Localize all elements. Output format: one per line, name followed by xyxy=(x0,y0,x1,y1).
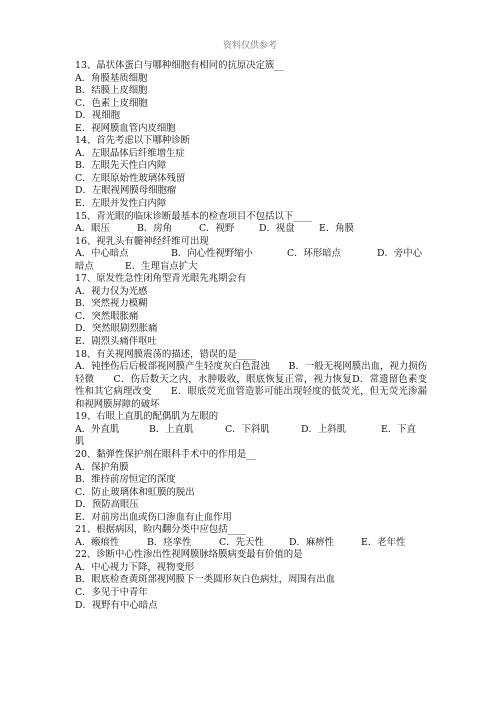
q19-option-d: D．上斜肌 xyxy=(301,423,347,435)
q19-option-a: A．外直肌 xyxy=(75,423,120,435)
q15-option-b: B．房角 xyxy=(137,223,173,235)
q17-option-a: A．视力仅为光感 xyxy=(75,285,148,297)
q20-option-b: B．维持前房恒定的深度 xyxy=(75,474,176,486)
q14-option-d: D．左眼视网膜母细胞瘤 xyxy=(75,185,177,197)
q21-option-d: D．麻痹性 xyxy=(289,536,335,548)
q13-option-c: C．色素上皮细胞 xyxy=(75,97,148,109)
q15-option-e: E．角膜 xyxy=(319,223,354,235)
question-22-stem: 22、诊断中心性渗出性视网膜脉络膜病变最有价值的是 xyxy=(75,549,303,561)
question-17-stem: 17、原发性急性闭角型青光眼先兆期会有 xyxy=(75,273,247,285)
question-14-stem: 14、首先考虑以下哪种诊断 xyxy=(75,135,191,147)
question-16-stem: 16、视乳头有髓神经纤维可出现 xyxy=(75,235,209,247)
question-13-stem: 13、晶状体蛋白与哪种细胞有相同的抗原决定簇__ xyxy=(75,60,284,71)
q15-option-c: C．视野 xyxy=(199,223,235,235)
q16-option-a: A．中心暗点 xyxy=(75,248,129,260)
q21-option-a: A．瘢痕性 xyxy=(75,536,120,548)
q19-option-e-cont: 肌 xyxy=(75,436,85,448)
q13-option-d: D．视细胞 xyxy=(75,110,121,122)
question-15-stem: 15、青光眼的临床诊断最基本的检查项目不包括以下____ xyxy=(75,210,312,222)
q22-option-a: A．中心视力下降，视物变形 xyxy=(75,561,195,573)
q15-option-d: D．视盘 xyxy=(259,223,295,235)
q14-option-c: C．左眼原始性玻璃体残留 xyxy=(75,172,186,184)
q16-option-b: B．向心性视野缩小 xyxy=(171,248,253,260)
q14-option-e: E．左眼并发性白内障 xyxy=(75,198,167,210)
question-list xyxy=(75,60,427,612)
q15-option-a: A．眼压 xyxy=(75,223,110,235)
q22-option-b: B．眼底检查黄斑部视网膜下一类圆形灰白色病灶，周围有出血 xyxy=(75,574,336,586)
question-18-stem: 18、有关视网膜震荡的描述，错误的是____ xyxy=(75,348,256,360)
q17-option-d: D．突然眼剧烈胀痛 xyxy=(75,323,158,335)
q16-option-d-cont: 暗点 xyxy=(75,260,94,272)
question-19-stem: 19、右眼上直肌的配偶肌为左眼的 xyxy=(75,411,219,423)
q21-option-c: C．先天性 xyxy=(219,536,264,548)
q17-option-c: C．突然眼胀痛 xyxy=(75,310,139,322)
q16-options xyxy=(75,248,427,261)
q21-option-e: E．老年性 xyxy=(361,536,406,548)
q17-option-b: B．突然视力模糊 xyxy=(75,298,148,310)
q14-option-b: B．左眼先天性白内障 xyxy=(75,160,167,172)
q22-option-d: D．视野有中心暗点 xyxy=(75,599,158,611)
q22-option-c: C．多见于中青年 xyxy=(75,586,148,598)
q20-option-e: E．对前房出血或伤口渗血有止血作用 xyxy=(75,511,232,523)
q18-options-paragraph: A．钝挫伤后后极部视网膜产生轻度灰白色混浊 B．一般无视网膜出血，视力损伤轻微 C．伤后数天之内，水肿吸收，眼底恢复正常，视力恢复D．常遗留色素变性和其它病理改变 E．眼底荧光血管造影可能出现轻度的低荧光，但无荧光渗漏和视网膜屏障的破坏 xyxy=(75,361,427,410)
q16-option-e: E．生理盲点扩大 xyxy=(125,260,198,272)
question-21-stem: 21、根据病因，睑内翻分类中应包括____ xyxy=(75,524,247,536)
q21-options xyxy=(75,537,427,550)
q13-option-b: B．结膜上皮细胞 xyxy=(75,85,148,97)
q21-option-b: B．痉挛性 xyxy=(147,536,192,548)
page-header: 资料仅供参考 xyxy=(222,41,277,51)
q20-option-a: A．保护角膜 xyxy=(75,461,129,473)
q19-option-e: E．下直 xyxy=(381,423,416,435)
q13-option-a: A．角膜基质细胞 xyxy=(75,72,148,84)
q20-option-c: C．防止玻璃体和虹膜的脱出 xyxy=(75,486,195,498)
q19-option-b: B．上直肌 xyxy=(149,423,194,435)
q16-option-c: C．环形暗点 xyxy=(287,248,342,260)
q20-option-d: D．预防高眼压 xyxy=(75,499,139,511)
q13-option-e: E．视网膜血管内皮细胞 xyxy=(75,122,176,134)
q14-option-a: A．左眼晶体后纤维增生症 xyxy=(75,147,185,159)
q16-options-cont xyxy=(75,261,427,274)
q19-option-c: C．下斜肌 xyxy=(225,423,270,435)
question-20-stem: 20、黏弹性保护剂在眼科手术中的作用是__ xyxy=(75,448,256,460)
q17-option-e: E．剧烈头痛伴呕吐 xyxy=(75,336,157,348)
q19-options xyxy=(75,424,427,437)
q16-option-d: D．旁中心 xyxy=(377,248,423,260)
q15-options xyxy=(75,223,427,236)
